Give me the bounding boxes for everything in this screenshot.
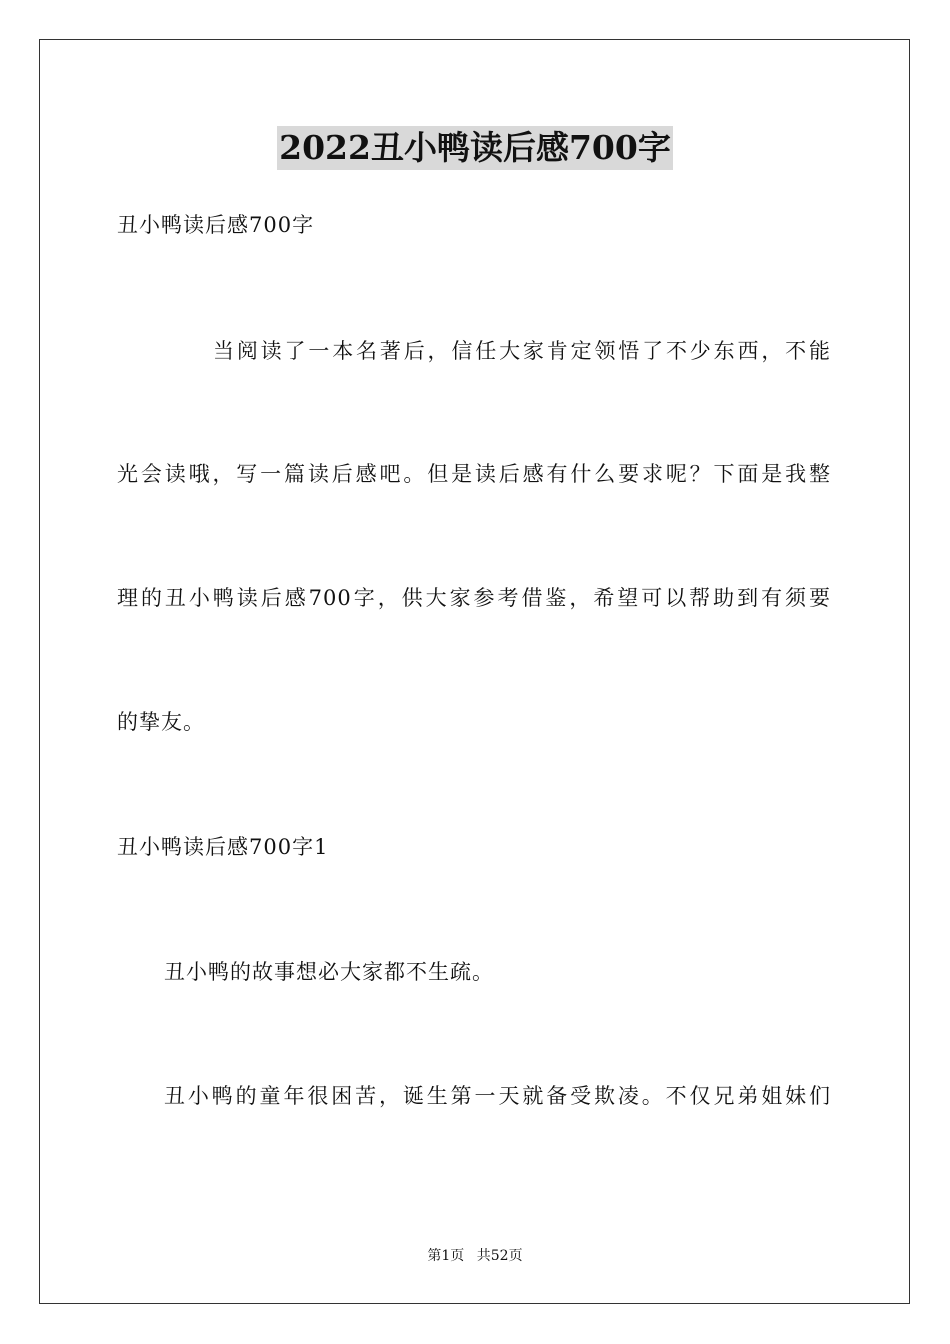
intro-line-3: 理的丑小鸭读后感700字，供大家参考借鉴，希望可以帮助到有须要 bbox=[117, 586, 831, 610]
title-container bbox=[0, 126, 950, 170]
page-total: 共52页 bbox=[476, 1248, 523, 1264]
intro-line-4: 的挚友。 bbox=[117, 710, 205, 734]
page-footer bbox=[0, 1246, 950, 1266]
body-line-2: 丑小鸭的童年很困苦，诞生第一天就备受欺凌。不仅兄弟姐妹们 bbox=[164, 1084, 831, 1108]
section-heading: 丑小鸭读后感700字1 bbox=[117, 835, 329, 859]
document-title: 2022丑小鸭读后感700字 bbox=[277, 126, 673, 170]
intro-line-2: 光会读哦，写一篇读后感吧。但是读后感有什么要求呢？下面是我整 bbox=[117, 462, 831, 486]
page-number: 第1页 bbox=[427, 1248, 465, 1264]
intro-line-1: 当阅读了一本名著后，信任大家肯定领悟了不少东西，不能 bbox=[213, 339, 831, 363]
document-subtitle: 丑小鸭读后感700字 bbox=[117, 213, 315, 237]
body-line-1: 丑小鸭的故事想必大家都不生疏。 bbox=[164, 960, 494, 984]
